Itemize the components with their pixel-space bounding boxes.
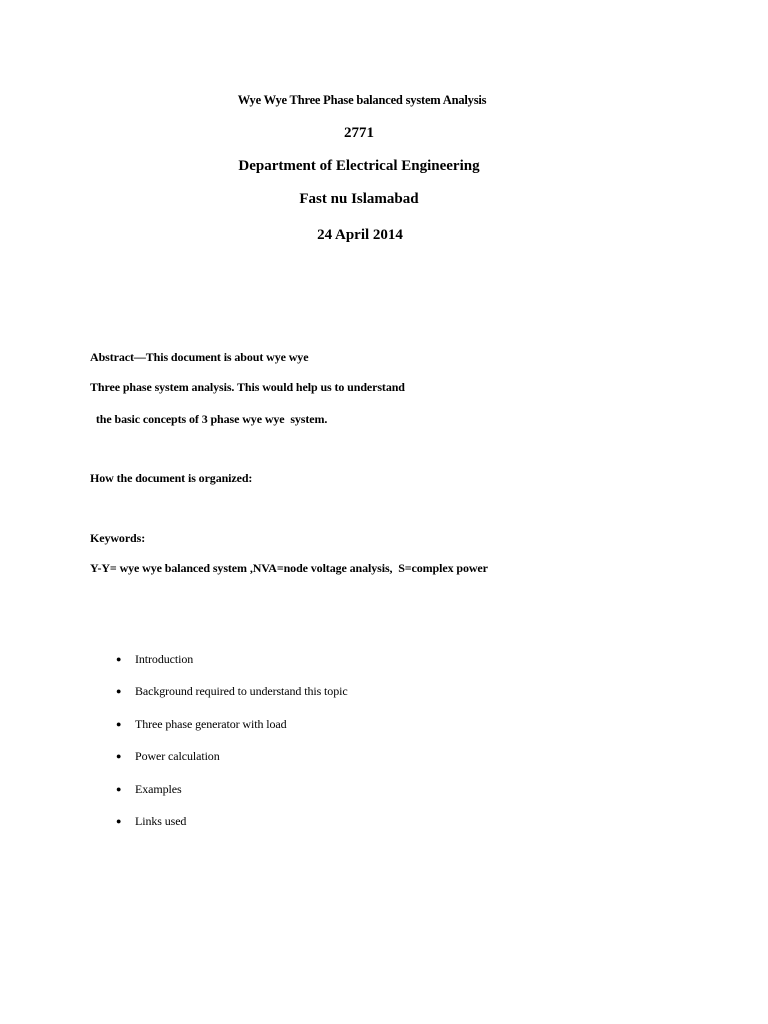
bullet-icon: ● xyxy=(116,686,122,697)
bullet-icon: ● xyxy=(116,718,122,729)
outline-item-label: Examples xyxy=(135,781,182,796)
abstract-line-1: Abstract—This document is about wye wye xyxy=(90,350,309,364)
outline-item-label: Background required to understand this topic xyxy=(135,684,348,699)
keywords-text: Y-Y= wye wye balanced system ,NVA=node voltage analysis, S=complex power xyxy=(90,561,488,575)
organization-heading: How the document is organized: xyxy=(90,471,253,485)
keywords-heading: Keywords: xyxy=(90,531,146,545)
outline-item-label: Introduction xyxy=(135,652,194,666)
document-date: 24 April 2014 xyxy=(317,227,403,243)
document-number: 2771 xyxy=(344,125,374,141)
bullet-icon: ● xyxy=(116,751,122,762)
outline-item-label: Three phase generator with load xyxy=(135,716,287,731)
outline-item-label: Power calculation xyxy=(135,749,220,764)
bullet-icon: ● xyxy=(116,654,122,664)
document-title: Wye Wye Three Phase balanced system Analysis xyxy=(237,93,487,107)
bullet-icon: ● xyxy=(116,815,122,826)
bullet-icon: ● xyxy=(116,783,122,794)
university-name: Fast nu Islamabad xyxy=(299,191,419,207)
abstract-line-3: the basic concepts of 3 phase wye wye system. xyxy=(93,412,328,426)
abstract-line-2: Three phase system analysis. This would help us to understand xyxy=(90,380,405,394)
outline-item-label: Links used xyxy=(135,813,187,828)
department-name: Department of Electrical Engineering xyxy=(238,158,480,174)
